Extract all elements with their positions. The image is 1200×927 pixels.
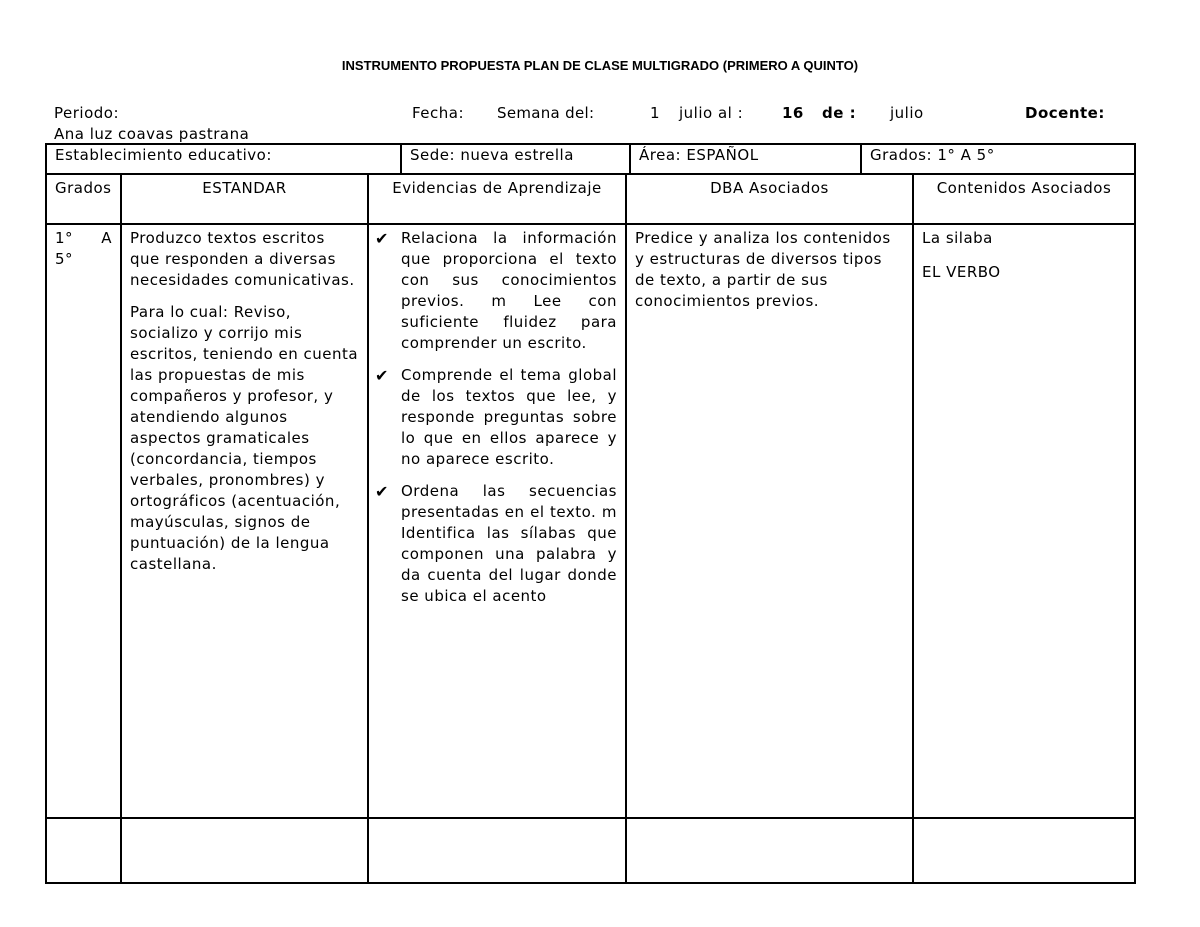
header-estandar: ESTANDAR bbox=[121, 174, 368, 224]
evidencia-text: Ordena las secuencias presentadas en el texto. m Identifica las sílabas que componen una palabra y da cuenta del lugar donde se ubica el acento bbox=[401, 482, 617, 605]
empty-cell bbox=[46, 818, 121, 883]
semana-desde: 1 bbox=[650, 104, 661, 122]
info-row bbox=[45, 143, 1136, 173]
sede-cell: Sede: nueva estrella bbox=[410, 146, 574, 164]
estandar-paragraph: Produzco textos escritos que responden a diversas necesidades comunicativas. bbox=[130, 229, 355, 289]
empty-cell bbox=[121, 818, 368, 883]
check-icon: ✔ bbox=[375, 366, 389, 385]
header-contenidos: Contenidos Asociados bbox=[913, 174, 1135, 224]
evidencia-text: Relaciona la información que proporciona el texto con sus conocimientos previos. m Lee con suficiente fluidez para comprender un escrito. bbox=[401, 229, 617, 352]
header-grados: Grados bbox=[46, 174, 121, 224]
estandar-paragraph: Para lo cual: Reviso, socializo y corrijo mis escritos, teniendo en cuenta las propuestas de mis compañeros y profesor, y atendiendo algunos aspectos gramaticales (concordancia, tiempos verbales, pronombres) y ortográficos (acentuación, mayúsculas, signos de puntuación) de la lengua castellana. bbox=[130, 303, 359, 573]
estandar-cell bbox=[121, 224, 368, 818]
contenido-item: EL VERBO bbox=[922, 263, 1001, 281]
grado-cell: 1° A 5° bbox=[46, 224, 121, 818]
header-dba: DBA Asociados bbox=[626, 174, 913, 224]
table-row-empty bbox=[46, 818, 1135, 883]
list-item bbox=[377, 228, 617, 354]
area-cell: Área: ESPAÑOL bbox=[639, 146, 759, 164]
empty-cell bbox=[368, 818, 626, 883]
empty-cell bbox=[626, 818, 913, 883]
docente-nombre: Ana luz coavas pastrana bbox=[54, 125, 250, 143]
evidencias-cell bbox=[368, 224, 626, 818]
semana-label: Semana del: bbox=[497, 104, 595, 122]
header-evidencias: Evidencias de Aprendizaje bbox=[368, 174, 626, 224]
check-icon: ✔ bbox=[375, 482, 389, 501]
evidencia-text: Comprende el tema global de los textos que lee, y responde preguntas sobre lo que en ellos aparece y no aparece escrito. bbox=[401, 366, 617, 468]
plan-table bbox=[45, 173, 1136, 884]
empty-cell bbox=[913, 818, 1135, 883]
periodo-label: Periodo: bbox=[54, 104, 120, 122]
document-title: INSTRUMENTO PROPUESTA PLAN DE CLASE MULTIGRADO (PRIMERO A QUINTO) bbox=[341, 58, 859, 73]
check-icon: ✔ bbox=[375, 229, 389, 248]
grados-cell: Grados: 1° A 5° bbox=[870, 146, 995, 164]
de-label: de : bbox=[822, 104, 857, 122]
evidencias-list bbox=[377, 228, 617, 607]
mes-desde: julio al : bbox=[679, 104, 744, 122]
dba-cell: Predice y analiza los contenidos y estructuras de diversos tipos de texto, a partir de sus conocimientos previos. bbox=[626, 224, 913, 818]
mes-hasta: julio bbox=[890, 104, 924, 122]
docente-label: Docente: bbox=[1025, 104, 1105, 122]
fecha-label: Fecha: bbox=[412, 104, 465, 122]
list-item bbox=[377, 365, 617, 470]
contenido-item: La silaba bbox=[922, 229, 993, 247]
table-row bbox=[46, 224, 1135, 818]
table-header-row bbox=[46, 174, 1135, 224]
list-item bbox=[377, 481, 617, 607]
contenidos-cell bbox=[913, 224, 1135, 818]
dia-hasta: 16 bbox=[782, 104, 804, 122]
establecimiento-cell: Establecimiento educativo: bbox=[55, 146, 272, 164]
